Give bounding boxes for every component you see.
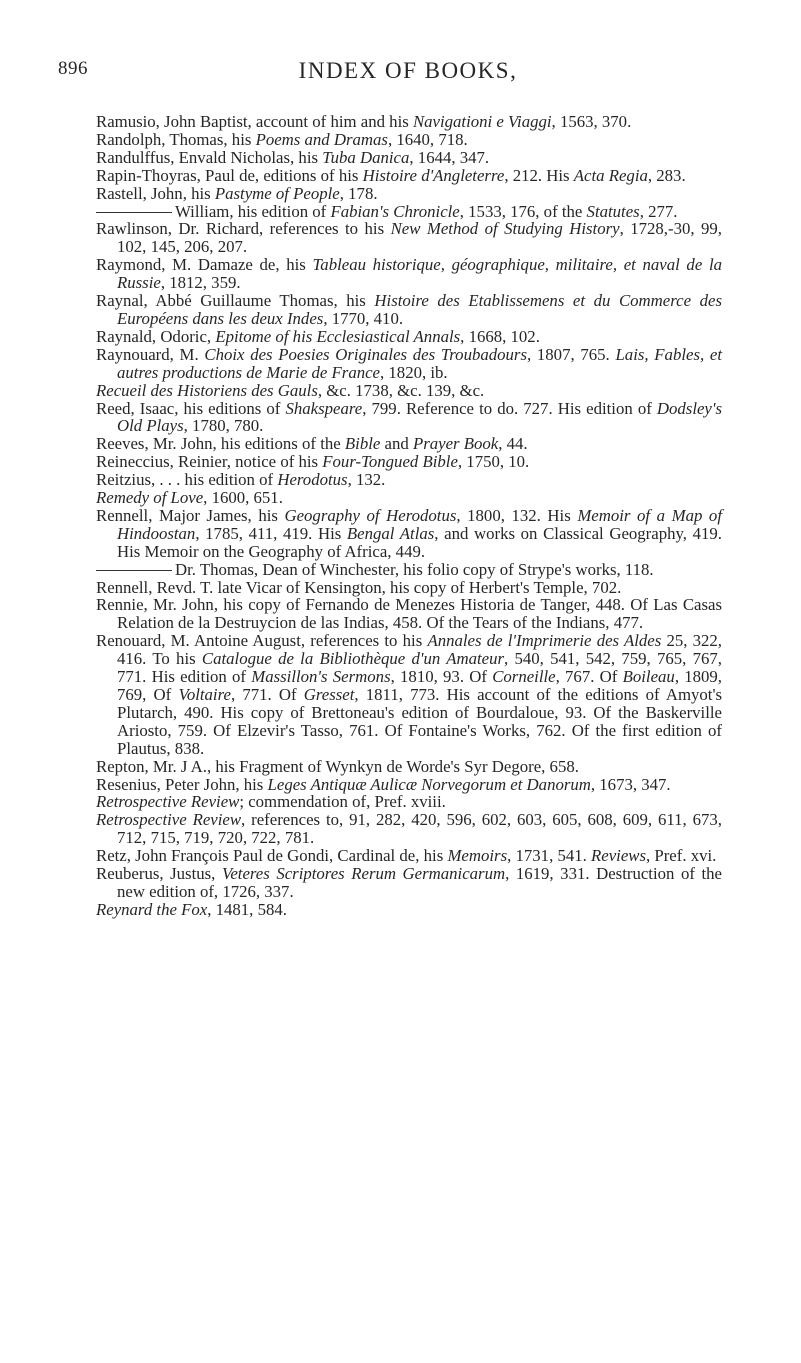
entry-title-italic: Retrospective Review (96, 810, 242, 830)
index-entry (96, 346, 722, 382)
entry-text: , 1731, 541. (507, 846, 592, 866)
entry-text: , and works on Classical Geography, 419. His Memoir on the Geography of Africa, 449. (117, 523, 722, 561)
entry-text: , 132. (347, 470, 386, 490)
entry-text: , 767. Of (555, 667, 623, 687)
entry-title-italic: Massillon's Sermons (251, 667, 391, 687)
index-entry (96, 382, 722, 400)
entry-title-italic: Tableau historique, géographique, militaire, et naval de la Russie (117, 255, 722, 293)
index-entry (96, 901, 722, 919)
index-entry (96, 579, 722, 597)
entry-text: , 1563, 370. (551, 112, 632, 131)
entry-text: , 1750, 10. (457, 452, 530, 472)
entry-text: , 1481, 584. (207, 899, 287, 919)
entry-title-italic: Poems and Dramas (255, 129, 388, 149)
index-entry (96, 471, 722, 489)
entry-text: Rennie, Mr. John, his copy of Fernando de Menezes Historia de Tanger, 448. Of Las Casas Relation de la Destruycion de las Indias, 458. Of the Tears of the Indians, 477. (96, 595, 722, 633)
entry-text: Reitzius, . . . his edition of (96, 470, 278, 490)
entry-text: , 1644, 347. (409, 147, 490, 167)
entry-text: Reuberus, Justus, (96, 864, 222, 884)
entry-text: William, his edition of (175, 201, 331, 221)
entry-title-italic: Gresset (303, 685, 355, 704)
entry-title-italic: Histoire des Etablissemens et du Commerce des Européens dans les deux Indes (117, 291, 722, 328)
entry-title-italic: Statutes (586, 201, 640, 221)
index-entry (96, 811, 722, 847)
entry-title-italic: Reviews (591, 846, 646, 866)
entry-text: 25, 322, 416. To his (117, 631, 722, 669)
entry-text: , 212. His (504, 165, 574, 185)
index-entry (96, 776, 722, 794)
entry-text: Reed, Isaac, his editions of (96, 398, 286, 418)
entry-text: , 1785, 411, 419. His (195, 523, 347, 543)
entry-title-italic: Retrospective Review (96, 792, 240, 812)
entry-title-italic: Shakspeare (285, 398, 363, 418)
entry-text: , 1533, 176, of the (459, 201, 587, 221)
entry-title-italic: Dodsley's Old Plays (117, 398, 722, 436)
entry-text: , 1800, 132. His (456, 505, 578, 525)
entry-text: , 1673, 347. (590, 774, 671, 794)
index-entry (96, 865, 722, 901)
entry-text: , 1810, 93. Of (390, 667, 493, 687)
entry-text: Reineccius, Reinier, notice of his (96, 452, 323, 472)
entry-title-italic: Herodotus (277, 470, 348, 490)
entry-title-italic: Memoirs (447, 846, 508, 866)
entry-text: , Pref. xvi. (646, 846, 717, 866)
entry-title-italic: Voltaire (178, 685, 231, 704)
index-entry (96, 131, 722, 149)
ditto-dash (96, 212, 172, 213)
index-entry (96, 847, 722, 865)
entry-text: , 1600, 651. (203, 488, 283, 508)
index-entries (96, 113, 722, 919)
index-entry (96, 328, 722, 346)
entry-text: , 1668, 102. (460, 326, 540, 346)
entry-title-italic: Veteres Scriptores Rerum Germanicarum (221, 864, 506, 884)
entry-text: Rawlinson, Dr. Richard, references to his (96, 219, 391, 239)
entry-text: , 1728,-30, 99, 102, 145, 206, 207. (117, 219, 722, 257)
entry-text: , 277. (639, 201, 678, 221)
entry-title-italic: Epitome of his Ecclesiastical Annals (215, 326, 461, 346)
entry-title-italic: Fabian's Chronicle (330, 201, 460, 221)
entry-text: , 1807, 765. (526, 344, 616, 364)
entry-text: Retz, John François Paul de Gondi, Cardinal de, his (96, 846, 448, 866)
entry-title-italic: Bengal Atlas (346, 523, 435, 543)
entry-title-italic: Remedy of Love (96, 488, 204, 508)
entry-title-italic: Catalogue de la Bibliothèque d'un Amateur (201, 649, 505, 669)
index-entry (96, 596, 722, 632)
index-entry (96, 507, 722, 561)
entry-title-italic: Histoire d'Angleterre (362, 165, 505, 185)
entry-text: Randulffus, Envald Nicholas, his (96, 147, 323, 167)
index-entry (96, 453, 722, 471)
entry-text: Rastell, John, his (96, 183, 215, 203)
entry-text: Reeves, Mr. John, his editions of the (96, 434, 345, 454)
entry-title-italic: Geography of Herodotus (284, 505, 457, 525)
ditto-dash (96, 570, 172, 571)
entry-text: Raynald, Odoric, (96, 326, 216, 346)
entry-text: , 283. (647, 165, 686, 185)
entry-text: , 1619, 331. Destruction of the new edition of, 1726, 337. (117, 864, 723, 901)
entry-text: , references to, 91, 282, 420, 596, 602, 603, 605, 608, 609, 611, 673, 712, 715, 719, 720, 722, 781. (117, 810, 722, 848)
entry-text: Renouard, M. Antoine August, references to his (96, 631, 428, 651)
entry-text: Ramusio, John Baptist, account of him and his (96, 112, 413, 131)
entry-text: , 1820, ib. (380, 362, 448, 382)
entry-text: Resenius, Peter John, his (96, 774, 268, 794)
entry-text: , 178. (339, 183, 378, 203)
index-entry (96, 185, 722, 203)
entry-text: Rennell, Major James, his (96, 505, 285, 525)
index-entry (96, 435, 722, 453)
entry-title-italic: Tuba Danica (322, 147, 410, 167)
index-entry (96, 292, 722, 328)
index-entry (96, 793, 722, 811)
page-number: 896 (58, 58, 88, 79)
entry-title-italic: Choix des Poesies Originales des Troubadours (204, 344, 527, 364)
entry-text: , 1809, 769, Of (117, 667, 723, 704)
entry-title-italic: Pastyme of People (214, 183, 340, 203)
entry-text: Rennell, Revd. T. late Vicar of Kensington, his copy of Herbert's Temple, 702. (96, 577, 622, 597)
entry-text: , &c. 1738, &c. 139, &c. (317, 380, 485, 400)
entry-title-italic: Lais, Fables, et autres productions de Marie de France (117, 344, 722, 382)
entry-title-italic: Leges Antiquæ Aulicæ Norvegorum et Danorum (267, 774, 591, 794)
index-entry (96, 203, 722, 221)
entry-text: Randolph, Thomas, his (96, 129, 256, 149)
entry-text: ; commendation of, Pref. xviii. (239, 792, 446, 812)
entry-title-italic: Four-Tongued Bible (322, 452, 458, 472)
entry-title-italic: Recueil des Historiens des Gauls (96, 380, 318, 400)
entry-text: , 1640, 718. (387, 129, 468, 149)
entry-title-italic: Memoir of a Map of Hindoostan (117, 505, 722, 543)
entry-title-italic: Corneille (492, 667, 556, 687)
entry-text: , 1812, 359. (160, 273, 241, 293)
entry-title-italic: Boileau (622, 667, 675, 687)
running-head: INDEX OF BOOKS, (298, 58, 518, 83)
entry-title-italic: Navigationi e Viaggi (412, 112, 552, 131)
entry-text: Rapin-Thoyras, Paul de, editions of his (96, 165, 363, 185)
entry-text: , 44. (498, 434, 528, 454)
entry-text: Raymond, M. Damaze de, his (96, 255, 313, 275)
entry-text: , 1780, 780. (183, 416, 264, 436)
index-entry (96, 489, 722, 507)
page-header (58, 58, 758, 88)
entry-title-italic: Bible (344, 434, 381, 454)
entry-title-italic: Acta Regia (573, 165, 648, 185)
entry-text: Raynouard, M. (96, 344, 205, 364)
index-entry (96, 149, 722, 167)
entry-text: Repton, Mr. J A., his Fragment of Wynkyn de Worde's Syr Degore, 658. (96, 756, 579, 776)
entry-text: Dr. Thomas, Dean of Winchester, his folio copy of Strype's works, 118. (175, 559, 654, 579)
index-entry (96, 113, 722, 131)
entry-title-italic: Reynard the Fox (96, 899, 208, 919)
entry-text: Raynal, Abbé Guillaume Thomas, his (96, 291, 375, 311)
index-entry (96, 167, 722, 185)
entry-text: , 1770, 410. (323, 308, 404, 328)
index-entry (96, 561, 722, 579)
entry-text: and (380, 434, 413, 454)
index-entry (96, 632, 722, 757)
index-entry (96, 758, 722, 776)
index-entry (96, 400, 722, 436)
entry-text: , 799. Reference to do. 727. His edition of (362, 398, 657, 418)
entry-title-italic: Prayer Book (412, 434, 499, 454)
entry-text: , 771. Of (230, 685, 304, 704)
entry-title-italic: New Method of Studying History (390, 219, 620, 239)
entry-text: , 540, 541, 542, 759, 765, 767, 771. His edition of (117, 649, 722, 687)
index-entry (96, 256, 722, 292)
entry-text: , 1811, 773. His account of the editions of Amyot's Plutarch, 490. His copy of Brettoneau's edition of Bourdaloue, 93. Of the Baskerville Ariosto, 759. Of Elzevir's Tasso, 761. Of Fontaine's Works, 762. Of the first edition of Plautus, 838. (117, 685, 723, 758)
index-entry (96, 220, 722, 256)
entry-title-italic: Annales de l'Imprimerie des Aldes (427, 631, 662, 651)
